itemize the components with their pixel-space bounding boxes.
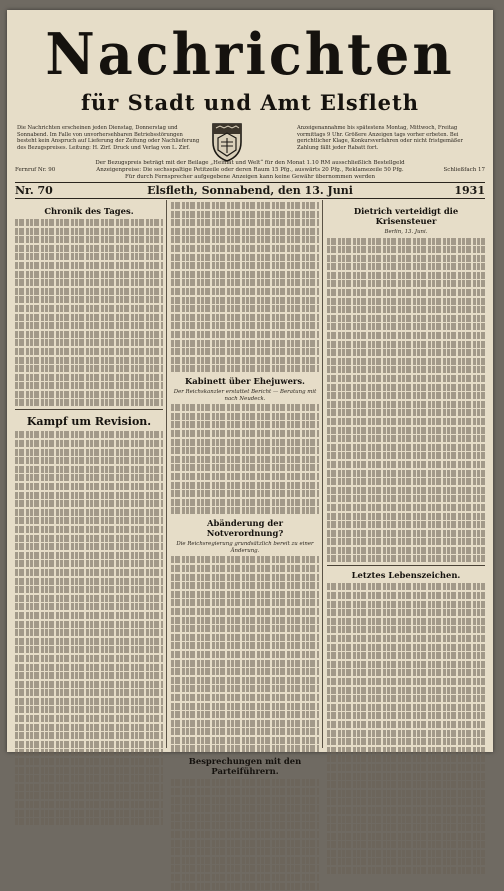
- headline-last-sign: Letztes Lebenszeichen.: [351, 570, 461, 581]
- newspaper-title: Nachrichten: [45, 20, 455, 88]
- divider: [15, 182, 485, 183]
- headline-amendment: Abänderung der Notverordnung?: [206, 518, 284, 539]
- liability-notice: Für durch Fernsprecher aufgegebene Anzeigen kann keine Gewähr übernommen werden: [124, 174, 376, 180]
- newspaper-page: [7, 10, 493, 777]
- headline-crisis-tax: Dietrich verteidigt die Krisensteuer: [353, 206, 459, 226]
- issue-number: Nr. 70: [15, 184, 53, 197]
- masthead: [7, 10, 493, 151]
- column-divider: [166, 200, 167, 748]
- headline-party-leaders: Besprechungen mit den Parteiführern.: [188, 756, 302, 777]
- headline-cabinet: Kabinett über Ehejuwers.: [185, 376, 305, 387]
- subheadline-amendment: Die Reichsregierung grundsätzlich bereit zu einer Änderung.: [176, 541, 314, 554]
- headline-chronicle: Chronik des Tages.: [44, 206, 134, 216]
- phone-number: Fernruf Nr. 90: [15, 167, 56, 173]
- issue-date: Elsfleth, Sonnabend, den 13. Juni: [147, 184, 353, 197]
- column-right: [327, 202, 485, 876]
- publication-notice: Die Nachrichten erscheinen jeden Dienstag, Donnerstag und Sonnabend. Im Falle von unvorhersehbaren Betriebsstörungen besteht kein Anspruch auf Lieferung der Zeitung oder Nachlieferung des Bezugspreises. Leitung: H. Zirf. Druck und Verlag von L. Zirf.: [17, 125, 200, 151]
- advertising-notice: Anzeigenannahme bis spätestens Montag, Mittwoch, Freitag vormittags 9 Uhr. Größere Anzeigen tags vorher erbeten. Bei gerichtlicher Klage, Konkursverfahren oder nicht fristgemäßer Zahlung fällt jeder Rabatt fort.: [297, 125, 463, 151]
- newspaper-subtitle: für Stadt und Amt Elsfleth: [80, 90, 420, 115]
- column-middle: [171, 202, 319, 891]
- coat-of-arms-icon: [210, 120, 244, 162]
- divider: [15, 198, 485, 199]
- dateline: [15, 184, 485, 198]
- subscription-price: Der Bezugspreis beträgt mit der Beilage „Heimat und Welt“ für den Monat 1.10 RM ausschließlich Bestellgeld: [95, 160, 405, 166]
- column-divider: [322, 200, 323, 748]
- column-left: [15, 202, 163, 827]
- ad-prices: Anzeigenpreise: Die sechsspaltige Petitzeile oder deren Raum 15 Pfg., auswärts 20 Pfg., Reklamezeile 50 Pfg.: [96, 167, 404, 173]
- dateline-crisis-tax: Berlin, 13. Juni.: [384, 229, 428, 235]
- subheadline-cabinet: Der Reichskanzler erstattet Bericht — Beratung mit nach Neudeck.: [173, 389, 317, 402]
- post-box: Schließfach 17: [443, 167, 485, 173]
- issue-year: 1931: [454, 184, 485, 197]
- headline-revision: Kampf um Revision.: [26, 415, 152, 429]
